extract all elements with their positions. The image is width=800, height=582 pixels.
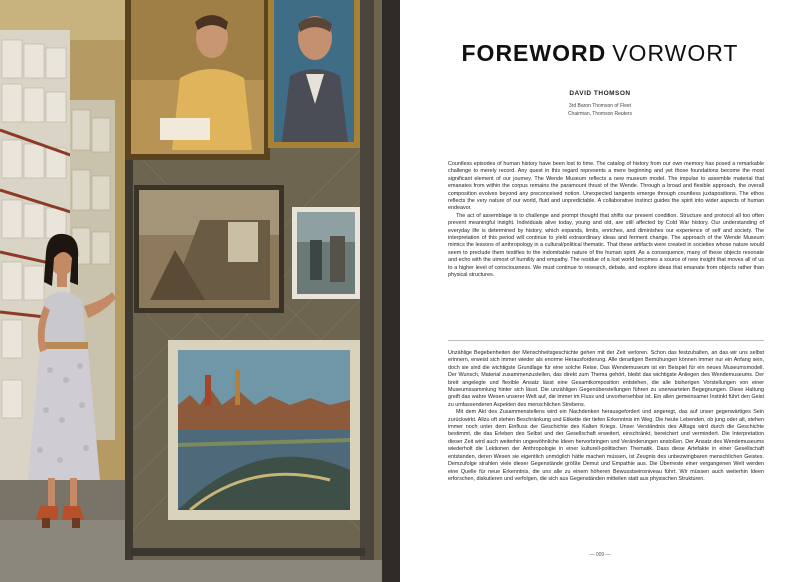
- german-paragraph-2: Mit dem Akt des Zusammenstellens wird ein Nachdenken herausgefordert und angeregt, das auf unser gegenwärtiges Sein zurückwirkt. Allzu oft stehen Beschränkung und Etikette der tiefen Erkenntnis im Weg. Die heute Lebenden, ob jung oder alt, stehen immer noch unter dem Einfluss der Geschichte des Kalten Kriegs. Unser Verständnis des Alltags wird durch die Geschichte bestimmt, die das Erleben des Selbst und der Gesellschaft erweitert, einschränkt, bereichert und vermindert. Die Interpretation dieser Zeit wird auch weiterhin ungewöhnliche Ideen hervorbringen und Veränderungen anstoßen. Der Ansatz des Wendemuseums wiederholt die Lektionen der Anthropologie in einer kulturell-politischen Thematik. Dass diese Artefakte in einer Gesellschaft entstanden, deren Wesen sie eigentlich unmöglich hätte machen müssen, ist Zeugnis des unbezwingbaren menschlichen Geistes. Demzufolge strahlen viele dieser Gegenstände größte Demut und Empathie aus. Die Überreste einer vergangenen Welt werden eine Quelle für neue Erkenntnis, die uns alle zu einem höheren Bewusstseinsniveau führt. Wir müssen auch weiterhin Ideen erforschen, diskutieren und verfolgen, die sich aus Gegenständen mitteilen statt aus physischen Strukturen.: [448, 409, 764, 482]
- german-text: [448, 350, 764, 483]
- german-paragraph-1: Unzählige Begebenheiten der Menschheitsgeschichte gehen mit der Zeit verloren. Schon das festzuhalten, an das wir uns selbst erinnern, erweist sich immer wieder als enorme Herausforderung. Alle derartigen Bemühungen können immer nur ein Anfang sein, doch sie sind die wichtigste Grundlage für eine solche Reise. Das Wendemuseum ist ein Beispiel für ein neues Museumsmodell. Der Wunsch, Material zusammenzustellen, das direkt zum Thema gehört, bleibt das wichtigste Anliegen des Wendemuseums. Der breit angelegte und flexible Ansatz lässt eine Gesamtkomposition entstehen, die alle bisherigen Vorstellungen von einer Museumssammlung hinter sich lässt. Die unzähligen Gegenüberstellungen führen zu unerwarteten Begegnungen. Diese Haltung greift das wahre Wesen unserer Welt auf, die immer im Fluss und unvorhersehbar ist. Ein allen gemeinsamer Instinkt führt den Geist zu umfassenderen Aspekten des menschlichen Strebens.: [448, 350, 764, 408]
- title-german: VORWORT: [612, 40, 739, 66]
- painting-portrait-yellow: [125, 0, 270, 160]
- author-name: DAVID THOMSON: [569, 90, 631, 97]
- author-position: Chairman, Thomson Reuters: [567, 111, 633, 117]
- page-title: [400, 40, 800, 67]
- painting-street: [292, 207, 360, 299]
- painting-cityscape: [168, 340, 360, 520]
- painting-portrait-suit: [268, 0, 360, 148]
- title-english: FOREWORD: [461, 40, 607, 66]
- author-title: 3rd Baron Thomson of Fleet: [568, 103, 632, 109]
- page-number: — 009 —: [589, 552, 611, 558]
- english-text: [448, 161, 764, 280]
- foreword-page: [400, 0, 800, 582]
- section-divider: [448, 340, 764, 341]
- english-paragraph-2: The act of assemblage is to challenge and prompt thought that shifts our present condition. Structure and protocol all too often prevent meaningful insight. Individuals alive today, young and old, are still affected by Cold War history. Our understanding of everyday life is determined by history, which expands, limits, enriches, and diminishes our experience of self and society. The interpretation of this period will continue to yield extraordinary ideas and ferment change. The approach of the Wende Museum mimics the lessons of anthropology in a cultural/political thematic. That these artifacts were created in societies whose nature would seem to preclude them testifies to the indomitable nature of the human spirit. As a consequence, many of these objects resonate and echo with the utmost of humility and empathy. The residue of a lost world becomes a source of new insight that moves all of us to a higher level of consciousness. We must continue to research, debate, and explore ideas that emanate from objects rather than physical structures.: [448, 212, 764, 279]
- english-paragraph-1: Countless episodes of human history have been lost to time. The catalog of history from our own memory has posed a remarkable challenge to merely record. Any quest in this regard represents a mere beginning and yet those foundations become the most significant element of our journey. The Wende Museum reflects a new museum model. The impulse to assemble material that emanates from within the corpus remains the paramount thrust of the Wende. Through a broad and flexible approach, the overall composition evolves beyond any preconceived notion. Unexpected tangents emerge through countless juxtapositions. The ethos reflects the very nature of our world, fluid and unpredictable. A collaborative instinct guides the spirit into wider aspects of human endeavor.: [448, 161, 764, 212]
- painting-village: [134, 185, 284, 313]
